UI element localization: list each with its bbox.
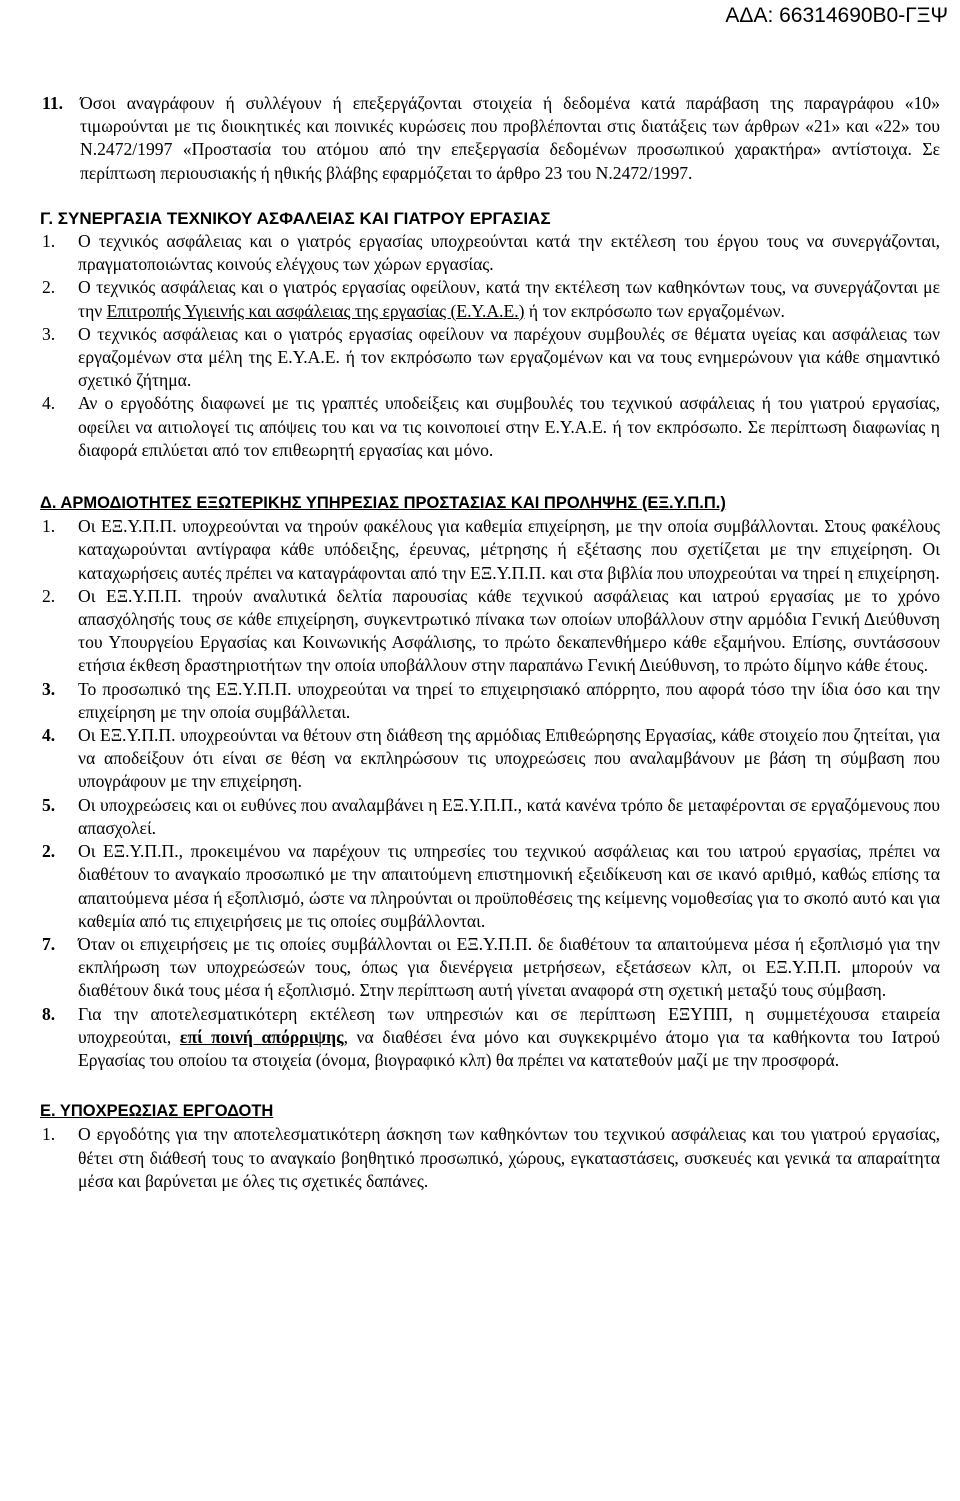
list-item: [40, 1003, 940, 1073]
list-item: [40, 515, 940, 585]
item-number: 7.: [42, 933, 56, 954]
ada-header: ΑΔΑ: 66314690Β0-ΓΞΨ: [725, 4, 948, 27]
penalty-link[interactable]: επί ποινή απόρριψης: [179, 1026, 344, 1047]
item-number: 1.: [42, 516, 56, 537]
list-item: [40, 323, 940, 393]
item-text-post: , να διαθέσει ένα μόνο και συγκεκριμένο άτομο για τα καθήκοντα του Ιατρού Εργασίας του οποίου τα στοιχεία (όνομα, βιογραφικό κλπ) θα πρέπει να κατατεθούν μαζί με την προσφορά.: [78, 1026, 941, 1070]
list-item: [40, 794, 940, 840]
item-number: 5.: [42, 794, 56, 815]
item-text: Αν ο εργοδότης διαφωνεί με τις γραπτές υποδείξεις και συμβουλές του τεχνικού ασφάλειας ή του γιατρού εργασίας, οφείλει να αιτιολογεί τις απόψεις του και να τις κοινοποιεί στην Ε.Υ.Α.Ε. ή τον εκπρόσωπο. Σε περίπτωση διαφωνίας η διαφορά επιλύεται από τον επιθεωρητή εργασίας και μόνο.: [78, 393, 940, 460]
item-text: Οι ΕΞ.Υ.Π.Π. υποχρεούνται να τηρούν φακέλους για καθεμία επιχείρηση, με την οποία συμβάλλονται. Στους φακέλους καταχωρούνται αντίγραφα κάθε υπόδειξης, έρευνας, μέτρησης ή εξέτασης που σχετίζεται με την επιχείρηση. Οι καταχωρήσεις αυτές πρέπει να καταγράφονται από την ΕΞ.Υ.Π.Π. και στα βιβλία που υποχρεούται να τηρεί η επιχείρηση.: [78, 516, 940, 583]
item-number: 11.: [42, 93, 64, 113]
list-item: [40, 276, 940, 322]
item-text: Οι ΕΞ.Υ.Π.Π., προκειμένου να παρέχουν τις υπηρεσίες του τεχνικού ασφάλειας και του ιατρού εργασίας, πρέπει να διαθέτουν το αναγκαίο προσωπικό με την απαιτούμενη επιστημονική εξειδίκευση και σε ικανό αριθμό, καθώς επίσης τα απαιτούμενα μέσα ή εξοπλισμό, ώστε να πληρούνται οι προϋποθέσεις της κείμενης νομοθεσίας για το σκοπό αυτό και για καθεμία από τις επιχειρήσεις με τις οποίες συμβάλλονται.: [78, 841, 940, 931]
intro-paragraph: [40, 92, 940, 185]
section-e-title: Ε. ΥΠΟΧΡΕΩΣΙΑΣ ΕΡΓΟΔΟΤΗ: [40, 1102, 274, 1121]
item-number: 3.: [42, 323, 56, 344]
document-body: [40, 92, 940, 1193]
item-number: 1.: [42, 231, 56, 252]
item-text-pre: Ο τεχνικός ασφάλειας και ο γιατρός εργασίας οφείλουν, κατά την εκτέλεση των καθηκόντων τους, να συνεργάζονται με την: [78, 277, 940, 321]
list-item: [40, 724, 940, 794]
item-text-post: ή τον εκπρόσωπο των εργαζομένων.: [524, 300, 785, 321]
item-text: Οι ΕΞ.Υ.Π.Π. υποχρεούνται να θέτουν στη διάθεση της αρμόδιας Επιθεώρησης Εργασίας, κάθε στοιχείο που ζητείται, για να αποδείξουν ότι είναι σε θέση να εκπληρώσουν τις υποχρεώσεις που αναλαμβάνουν με βάση τη σύμβαση που υπογράφουν με την επιχείρηση.: [78, 725, 940, 792]
list-item: [40, 230, 940, 276]
item-text-pre: Για την αποτελεσματικότερη εκτέλεση των υπηρεσιών και σε περίπτωση ΕΞΥΠΠ, η συμμετέχουσα εταιρεία υποχρεούται,: [78, 1003, 940, 1047]
item-text: [78, 1003, 940, 1073]
eyae-link[interactable]: Επιτροπής Υγιεινής και ασφάλειας της εργασίας (Ε.Υ.Α.Ε.): [106, 300, 525, 321]
item-text: Οι υποχρεώσεις και οι ευθύνες που αναλαμβάνει η ΕΞ.Υ.Π.Π., κατά κανένα τρόπο δε μεταφέρονται σε εργαζόμενους που απασχολεί.: [78, 794, 940, 838]
item-text: Το προσωπικό της ΕΞ.Υ.Π.Π. υποχρεούται να τηρεί το επιχειρησιακό απόρρητο, που αφορά τόσο την ίδια όσο και την επιχείρηση με την οποία συμβάλλεται.: [78, 678, 940, 722]
list-item: [40, 1123, 940, 1193]
item-number: 3.: [42, 678, 56, 699]
list-item: [40, 585, 940, 678]
list-item: [40, 840, 940, 933]
list-item: [40, 678, 940, 724]
list-item: [40, 392, 940, 462]
item-number: 1.: [42, 1124, 56, 1145]
item-number: 2.: [42, 585, 56, 606]
item-text: Οι ΕΞ.Υ.Π.Π. τηρούν αναλυτικά δελτία παρουσίας κάθε τεχνικού ασφάλειας και ιατρού εργασίας με το χρόνο απασχόλησής τους σε κάθε επιχείρηση, συγκεντρωτικό πίνακα των οποίων υποβάλλουν στην αρμόδια Γενική Διεύθυνση του Υπουργείου Εργασίας και Κοινωνικής Ασφάλισης, το πρώτο δεκαπενθήμερο κάθε εξαμήνου. Επίσης, συντάσσουν ετήσια έκθεση δραστηριοτήτων την οποία υποβάλλουν στην παραπάνω Γενική Διεύθυνση, το πρώτο δίμηνο κάθε έτους.: [78, 585, 940, 676]
item-number: 2.: [42, 277, 56, 298]
item-number: 4.: [42, 393, 56, 414]
item-text: [78, 276, 940, 322]
item-number: 8.: [42, 1003, 56, 1024]
item-text: Ο εργοδότης για την αποτελεσματικότερη άσκηση των καθηκόντων του τεχνικού ασφάλειας και του γιατρού εργασίας, θέτει στη διάθεσή τους το αναγκαίο βοηθητικό προσωπικό, χώρους, εγκαταστάσεις, συσκευές και γενικά τα απαραίτητα μέσα και βαρύνεται με όλες τις σχετικές δαπάνες.: [78, 1124, 940, 1191]
item-number: 4.: [42, 725, 56, 746]
item-text: Όσοι αναγράφουν ή συλλέγουν ή επεξεργάζονται στοιχεία ή δεδομένα κατά παράβαση της παραγράφου «10» τιμωρούνται με τις διοικητικές και ποινικές κυρώσεις που προβλέπονται στις διατάξεις των άρθρων «21» και «22» του Ν.2472/1997 «Προστασία του ατόμου από την επεξεργασία δεδομένων προσωπικού χαρακτήρα» αντίστοιχα. Σε περίπτωση περιουσιακής ή ηθικής βλάβης εφαρμόζεται το άρθρο 23 του Ν.2472/1997.: [80, 93, 940, 183]
item-text: Όταν οι επιχειρήσεις με τις οποίες συμβάλλονται οι ΕΞ.Υ.Π.Π. δε διαθέτουν τα απαιτούμενα μέσα ή εξοπλισμό για την εκπλήρωση των υποχρεώσεών τους, όπως για διενέργεια μετρήσεων, εξετάσεων κλπ, οι ΕΞ.Υ.Π.Π. μπορούν να διαθέτουν δικά τους μέσα ή εξοπλισμό. Στην περίπτωση αυτή γίνεται αναφορά στη σχετική μεταξύ τους σύμβαση.: [78, 933, 940, 1001]
item-number: 2.: [42, 841, 56, 862]
section-g-title: Γ. ΣΥΝΕΡΓΑΣΙΑ ΤΕΧΝΙΚΟΥ ΑΣΦΑΛΕΙΑΣ ΚΑΙ ΓΙΑΤΡΟΥ ΕΡΓΑΣΙΑΣ: [40, 208, 551, 228]
item-text: Ο τεχνικός ασφάλειας και ο γιατρός εργασίας υποχρεούνται κατά την εκτέλεση του έργου τους να συνεργάζονται, πραγματοποιώντας κοινούς ελέγχους των χώρων εργασίας.: [78, 231, 940, 275]
item-text: Ο τεχνικός ασφάλειας και ο γιατρός εργασίας οφείλουν να παρέχουν συμβουλές σε θέματα υγείας και ασφάλειας των εργαζομένων στα μέλη της Ε.Υ.Α.Ε. ή τον εκπρόσωπο των εργαζομένων και να τους ενημερώνουν για κάθε σημαντικό σχετικό ζήτημα.: [78, 323, 940, 391]
section-d-title: Δ. ΑΡΜΟΔΙΟΤΗΤΕΣ ΕΞΩΤΕΡΙΚΗΣ ΥΠΗΡΕΣΙΑΣ ΠΡΟΣΤΑΣΙΑΣ ΚΑΙ ΠΡΟΛΗΨΗΣ (ΕΞ.Υ.Π.Π.): [40, 494, 726, 513]
list-item: [40, 933, 940, 1003]
